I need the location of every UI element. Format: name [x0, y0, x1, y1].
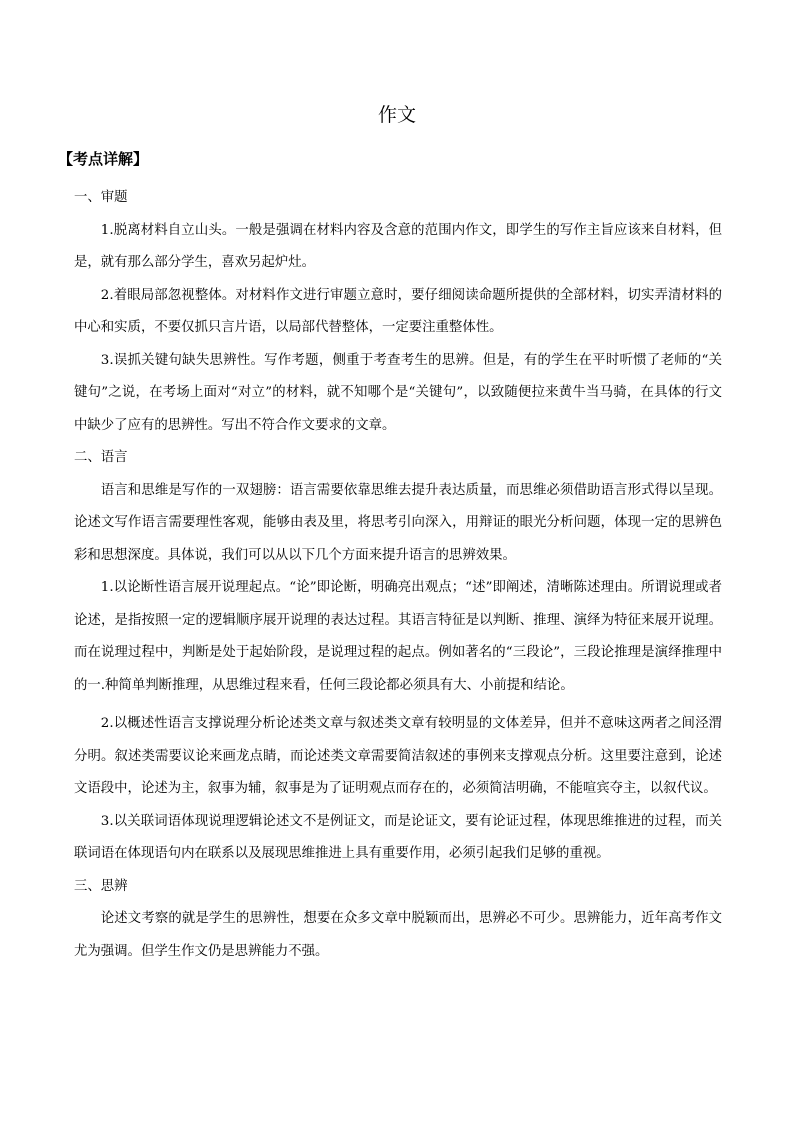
paragraph: 1.脱离材料自立山头。一般是强调在材料内容及含意的范围内作文，即学生的写作主旨应该来自材料，但是，就有那么部分学生，喜欢另起炉灶。 — [74, 222, 722, 270]
paragraph: 语言和思维是写作的一双翅膀：语言需要依靠思维去提升表达质量，而思维必须借助语言形式得以呈现。论述文写作语言需要理性客观，能够由表及里，将思考引向深入，用辩证的眼光分析问题，体现一定的思辨色彩和思想深度。具体说，我们可以从以下几个方面来提升语言的思辨效果。 — [74, 482, 722, 563]
section-heading-critical-thinking: 三、思辨 — [74, 878, 128, 894]
document-title: 作文 — [377, 104, 416, 126]
paragraph: 2.以概述性语言支撑说理分析论述类文章与叙述类文章有较明显的文体差异，但并不意味这两者之间泾渭分明。叙述类需要议论来画龙点睛，而论述类文章需要简洁叙述的事例来支撑观点分析。这里要注意到，论述文语段中，论述为主，叙事为辅，叙事是为了证明观点而存在的，必须简洁明确，不能喧宾夺主，以叙代议。 — [74, 716, 722, 796]
paragraph: 2.着眼局部忽视整体。对材料作文进行审题立意时，要仔细阅读命题所提供的全部材料，切实弄清材料的中心和实质，不要仅抓只言片语，以局部代替整体，一定要注重整体性。 — [74, 287, 722, 335]
paragraph: 3.以关联词语体现说理逻辑论述文不是例证文，而是论证文，要有论证过程，体现思维推进的过程，而关联词语在体现语句内在联系以及展现思维推进上具有重要作用，必须引起我们足够的重视。 — [74, 813, 722, 861]
section-heading-language: 二、语言 — [74, 450, 128, 465]
paragraph: 1.以论断性语言展开说理起点。“论”即论断，明确亮出观点；“述”即阐述，清晰陈述理由。所谓说理或者论述，是指按照一定的逻辑顺序展开说理的表达过程。其语言特征是以判断、推理、演绎为特征来展开说理。而在说理过程中，判断是处于起始阶段，是说理过程的起点。例如著名的“三段论”，三段论推理是演绎推理中的一.种简单判断推理，从思维过程来看，任何三段论都必须具有大、小前提和结论。 — [74, 580, 722, 693]
section-heading-review: 一、审题 — [74, 190, 128, 205]
section-label: 【考点详解】 — [58, 150, 149, 168]
paragraph: 3.误抓关键句缺失思辨性。写作考题，侧重于考查考生的思辨。但是，有的学生在平时听惯了老师的“关键句”之说，在考场上面对“对立”的材料，就不知哪个是“关键句”，以致随便拉来黄牛当马骑，在具体的行文中缺少了应有的思辨性。写出不符合作文要求的文章。 — [74, 352, 722, 433]
paragraph: 论述文考察的就是学生的思辨性，想要在众多文章中脱颖而出，思辨必不可少。思辨能力，近年高考作文尤为强调。但学生作文仍是思辨能力不强。 — [74, 911, 722, 959]
document-body — [74, 182, 722, 968]
